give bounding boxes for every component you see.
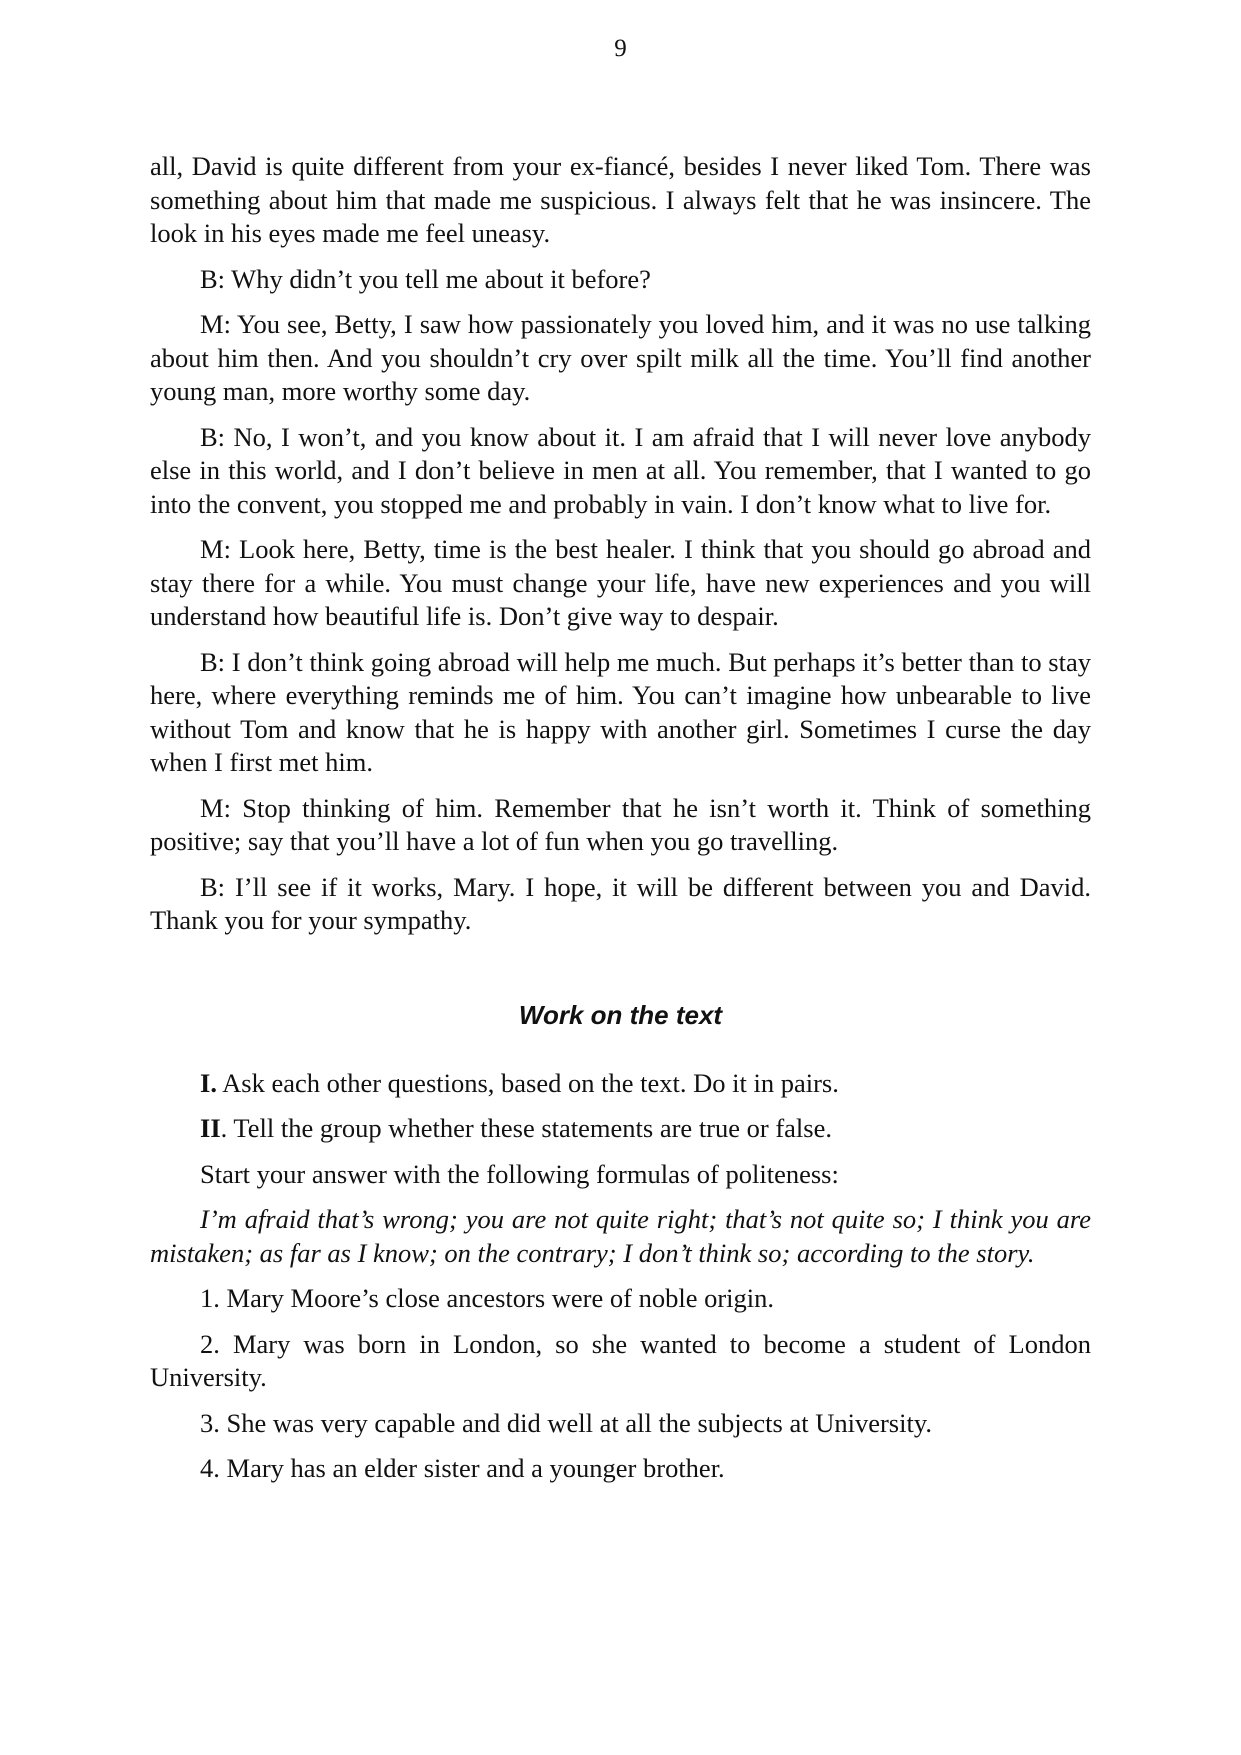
task-one-text: Ask each other questions, based on the text. Do it in pairs. [216,1067,839,1098]
task-instruction: Start your answer with the following formulas of politeness: [200,1158,839,1189]
dialogue-paragraph: B: I don’t think going abroad will help me much. But perhaps it’s better than to stay here, where everything reminds me of him. You can’t imagine how unbearable to live without Tom and know that he is happy with another girl. Sometimes I curse the day when I first met him. [150,646,1091,777]
statement-item: 4. Mary has an elder sister and a younger brother. [200,1453,725,1483]
dialogue-paragraph: all, David is quite different from your ex-fiancé, besides I never liked Tom. There was something about him that made me suspicious. I always felt that he was insincere. The look in his eyes made me feel uneasy. [150,151,1091,248]
statement-item: 2. Mary was born in London, so she wanted to become a student of London University. [150,1328,1091,1392]
task-one-marker: I. [200,1067,217,1098]
task-two [150,1112,1091,1146]
task-two-marker: II [200,1113,221,1143]
dialogue-paragraph: M: Stop thinking of him. Remember that he isn’t worth it. Think of something positive; say that you’ll have a lot of fun when you go travelling. [150,792,1091,856]
statement-item: 3. She was very capable and did well at all the subjects at University. [200,1407,932,1438]
dialogue-paragraph: B: I’ll see if it works, Mary. I hope, it will be different between you and David. Thank you for your sympathy. [150,871,1091,935]
dialogue-paragraph: B: No, I won’t, and you know about it. I am afraid that I will never love anybody else in this world, and I don’t believe in men at all. You remember, that I wanted to go into the convent, you stopped me and probably in vain. I don’t know what to live for. [150,421,1091,519]
page-number: 9 [614,35,627,62]
politeness-formulas: I’m afraid that’s wrong; you are not quite right; that’s not quite so; I think you are mistaken; as far as I know; on the contrary; I don’t think so; according to the story. [150,1204,1091,1268]
statement-item: 1. Mary Moore’s close ancestors were of noble origin. [200,1283,775,1313]
page-content [150,150,1091,1498]
dialogue-paragraph: M: You see, Betty, I saw how passionately you loved him, and it was no use talking about him then. And you shouldn’t cry over spilt milk all the time. You’ll find another young man, more worthy some day. [150,309,1091,406]
task-two-text: . Tell the group whether these statements are true or false. [220,1113,832,1143]
task-one [150,1067,1091,1101]
dialogue-paragraph: M: Look here, Betty, time is the best healer. I think that you should go abroad and stay there for a while. You must change your life, have new experiences and you will understand how beautiful life is. Don’t give way to despair. [150,534,1091,631]
dialogue-paragraph: B: Why didn’t you tell me about it before? [200,263,651,294]
section-title: Work on the text [518,999,723,1030]
